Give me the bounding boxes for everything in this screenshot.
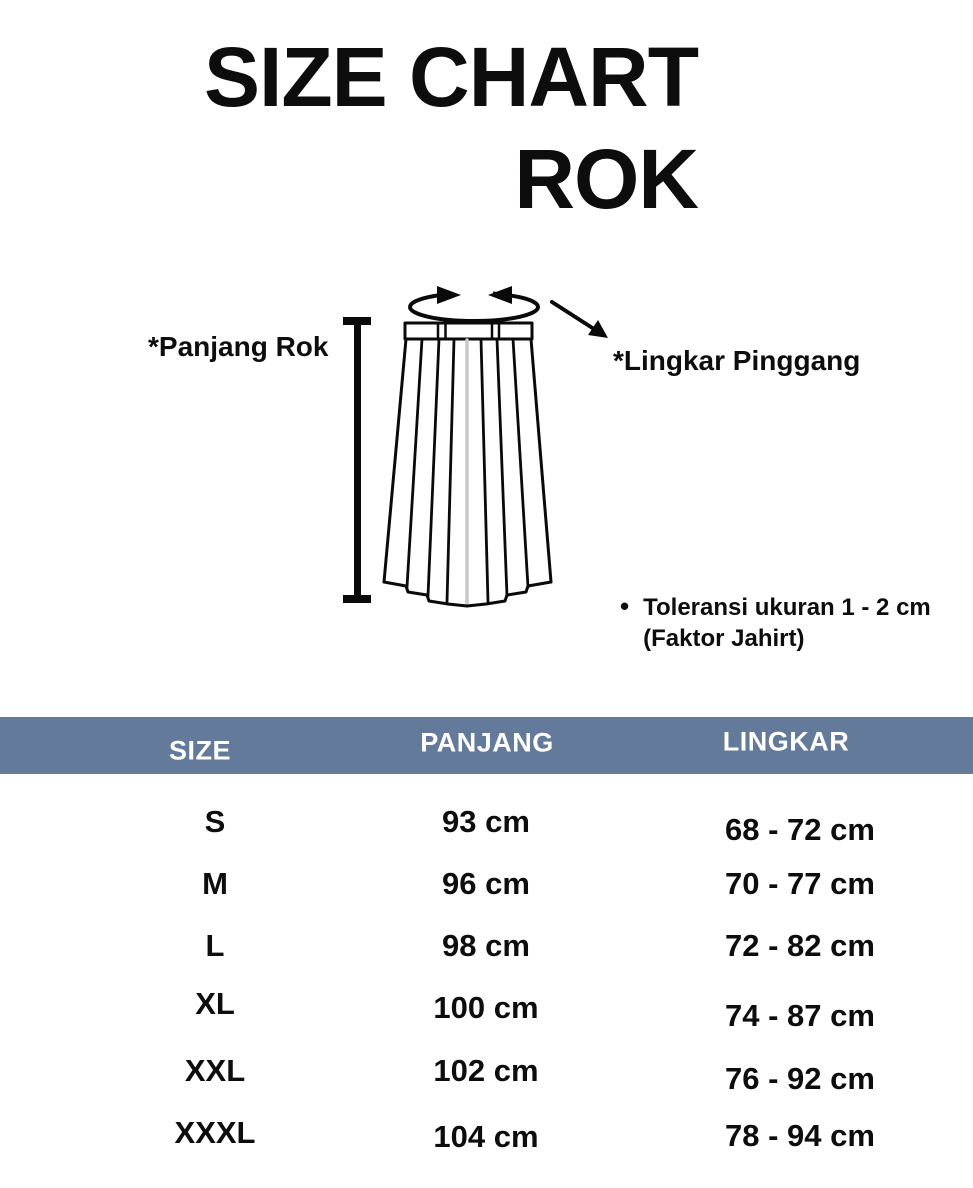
size-value: M: [202, 866, 228, 901]
page-title-line2: ROK: [514, 132, 698, 226]
tolerance-note-text: [643, 592, 931, 654]
skirt-body: [384, 323, 551, 606]
bullet-icon: •: [620, 591, 630, 621]
tolerance-note-line1: Toleransi ukuran 1 - 2 cm: [643, 594, 931, 621]
column-header-size: SIZE: [168, 735, 232, 766]
tolerance-note-line2: (Faktor Jahirt): [643, 625, 805, 652]
lingkar-value: 68 - 72 cm: [725, 812, 875, 847]
panjang-value: 93 cm: [442, 804, 530, 839]
column-header-panjang: PANJANG: [420, 727, 554, 758]
lingkar-value: 74 - 87 cm: [725, 998, 875, 1033]
waist-circumference-label: *Lingkar Pinggang: [613, 345, 861, 376]
lingkar-value: 76 - 92 cm: [725, 1061, 875, 1096]
pointer-arrow: [552, 302, 608, 338]
skirt-illustration: [370, 278, 620, 618]
length-measure-bar-bottom-cap: [343, 595, 371, 603]
size-value: XL: [195, 986, 235, 1021]
waist-circumference-arrows: [410, 283, 538, 321]
panjang-value: 98 cm: [442, 928, 530, 963]
lingkar-value: 70 - 77 cm: [725, 866, 875, 901]
skirt-length-label: *Panjang Rok: [148, 331, 329, 362]
panjang-value: 102 cm: [433, 1053, 539, 1088]
tolerance-note: [620, 592, 931, 654]
column-header-lingkar: LINGKAR: [722, 726, 850, 757]
size-value: L: [205, 928, 225, 963]
page-title-line1: SIZE CHART: [204, 30, 698, 124]
size-value: S: [204, 804, 226, 839]
size-value: XXXL: [174, 1115, 256, 1150]
page-title: [204, 26, 698, 230]
lingkar-value: 72 - 82 cm: [725, 928, 875, 963]
lingkar-value: 78 - 94 cm: [725, 1118, 875, 1153]
size-value: XXL: [184, 1053, 246, 1088]
panjang-value: 100 cm: [433, 990, 539, 1025]
length-measure-bar: [354, 319, 361, 603]
panjang-value: 96 cm: [442, 866, 530, 901]
panjang-value: 104 cm: [433, 1119, 539, 1154]
